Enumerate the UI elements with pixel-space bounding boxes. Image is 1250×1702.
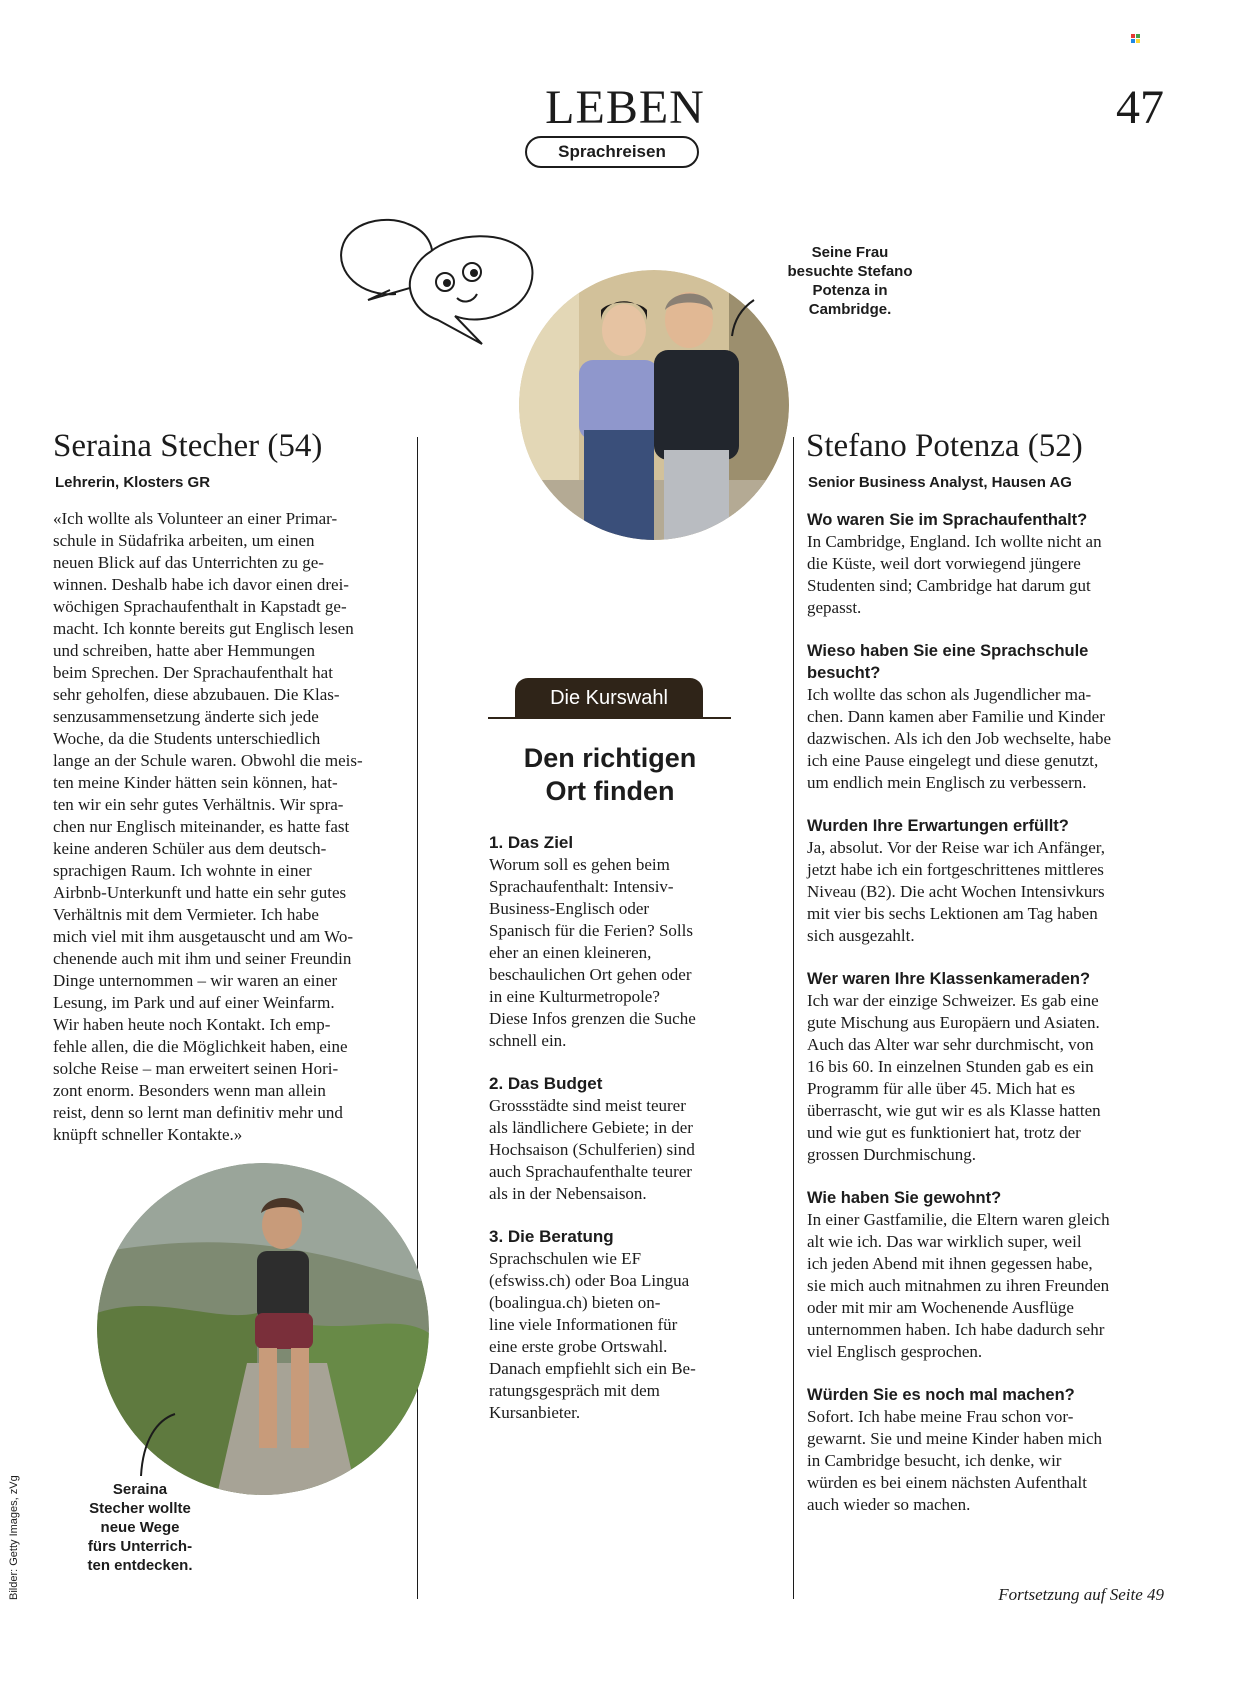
caption-line: neue Wege — [100, 1519, 180, 1536]
step-line: Sprachschulen wie EF — [489, 1249, 642, 1268]
person-name-seraina: Seraina Stecher (54) — [53, 428, 323, 464]
text-line: senzusammensetzung änderte sich jede — [53, 707, 319, 726]
text-line: schule in Südafrika arbeiten, um einen — [53, 531, 315, 550]
qa-answer-line: sie mich auch mitnahmen zu ihren Freunden — [807, 1276, 1110, 1295]
caption-pointer-line-icon — [135, 1410, 185, 1480]
text-line: lange an der Schule waren. Obwohl die meis- — [53, 751, 363, 770]
caption-stefano — [770, 243, 930, 319]
text-line: wöchigen Sprachaufenthalt in Kapstadt ge- — [53, 597, 347, 616]
step-heading: 2. Das Budget — [489, 1074, 603, 1093]
step-line: eine erste grobe Ortswahl. — [489, 1337, 668, 1356]
step-line: Spanisch für die Ferien? Solls — [489, 921, 693, 940]
qa-answer-line: In einer Gastfamilie, die Eltern waren gleich — [807, 1210, 1110, 1229]
caption-seraina — [65, 1480, 215, 1575]
text-line: ten wir ein sehr gutes Verhältnis. Wir spra- — [53, 795, 344, 814]
qa-answer-line: gepasst. — [807, 598, 862, 617]
kurswahl-step-beratung — [489, 1226, 734, 1424]
step-line: Diese Infos grenzen die Suche — [489, 1009, 696, 1028]
qa-answer-line: in Cambridge besucht, ich denke, wir — [807, 1451, 1062, 1470]
caption-line: Cambridge. — [808, 301, 892, 318]
text-line: solche Reise – man erweitert seinen Hori- — [53, 1059, 339, 1078]
step-line: (boalingua.ch) bieten on- — [489, 1293, 661, 1312]
text-line: sprachigen Raum. Ich wohnte in einer — [53, 861, 312, 880]
qa-block — [807, 640, 1192, 794]
title-line: Ort finden — [545, 776, 675, 806]
title-line: Den richtigen — [523, 743, 697, 773]
kurswahl-step-ziel — [489, 832, 734, 1052]
qa-answer-line: ich eine Pause eingelegt und diese genutzt, — [807, 751, 1099, 770]
text-line: knüpft schneller Kontakte.» — [53, 1125, 243, 1144]
person-role-stefano: Senior Business Analyst, Hausen AG — [808, 474, 1072, 491]
text-line: Wir haben heute noch Kontakt. Ich emp- — [53, 1015, 331, 1034]
step-line: auch Sprachaufenthalte teurer — [489, 1162, 692, 1181]
step-line: (efswiss.ch) oder Boa Lingua — [489, 1271, 690, 1290]
step-line: beschaulichen Ort gehen oder — [489, 965, 692, 984]
qa-answer-line: unternommen haben. Ich habe dadurch sehr — [807, 1320, 1105, 1339]
caption-line: Seine Frau — [811, 244, 889, 261]
text-line: «Ich wollte als Volunteer an einer Primar- — [53, 509, 338, 528]
qa-answer-line: alt wie ich. Das war wirklich super, weil — [807, 1232, 1082, 1251]
section-title: LEBEN — [545, 81, 705, 134]
qa-answer-line: Sofort. Ich habe meine Frau schon vor- — [807, 1407, 1074, 1426]
text-line: chen nur Englisch miteinander, es hatte fast — [53, 817, 350, 836]
caption-line: besuchte Stefano — [787, 263, 913, 280]
qa-question: Würden Sie es noch mal machen? — [807, 1386, 1075, 1404]
column-divider — [417, 437, 418, 1599]
qa-answer-line: gute Mischung aus Europäern und Asiaten. — [807, 1013, 1100, 1032]
qa-question: Wo waren Sie im Sprachaufenthalt? — [807, 511, 1088, 529]
qa-answer-line: jetzt habe ich ein fortgeschrittenes mittleres — [807, 860, 1104, 879]
step-line: Worum soll es gehen beim — [489, 855, 670, 874]
qa-answer-line: grossen Durchmischung. — [807, 1145, 977, 1164]
step-line: Kursanbieter. — [489, 1403, 581, 1422]
person-name-stefano: Stefano Potenza (52) — [806, 428, 1083, 464]
qa-block — [807, 815, 1192, 947]
qa-answer-line: Ich wollte das schon als Jugendlicher ma- — [807, 685, 1092, 704]
qa-block — [807, 968, 1192, 1166]
text-line: neuen Blick auf das Unterrichten zu ge- — [53, 553, 324, 572]
speech-bubbles-doodle-icon — [330, 212, 535, 352]
page-number: 47 — [1116, 81, 1164, 134]
person-role-seraina: Lehrerin, Klosters GR — [55, 474, 211, 491]
qa-answer-line: gewarnt. Sie und meine Kinder haben mich — [807, 1429, 1103, 1448]
subsection-pill: Sprachreisen — [525, 136, 699, 168]
step-line: ratungsgespräch mit dem — [489, 1381, 660, 1400]
qa-answer-line: würden es bei einem nächsten Aufenthalt — [807, 1473, 1087, 1492]
column-divider — [793, 437, 794, 1599]
text-line: beim Sprechen. Der Sprachaufenthalt hat — [53, 663, 333, 682]
text-line: sehr geholfen, diese abzubauen. Die Klas- — [53, 685, 340, 704]
caption-line: Stecher wollte — [89, 1500, 191, 1517]
text-line: macht. Ich konnte bereits gut Englisch lesen — [53, 619, 354, 638]
text-line: chenende auch mit ihm und seiner Freundin — [53, 949, 352, 968]
qa-answer-line: auch wieder so machen. — [807, 1495, 971, 1514]
qa-question: Wie haben Sie gewohnt? — [807, 1189, 1002, 1207]
text-line: reist, denn so lernt man definitiv mehr und — [53, 1103, 343, 1122]
step-line: Grossstädte sind meist teurer — [489, 1096, 686, 1115]
qa-block — [807, 509, 1192, 619]
qa-question: besucht? — [807, 664, 881, 682]
step-line: Sprachaufenthalt: Intensiv- — [489, 877, 674, 896]
step-line: als in der Nebensaison. — [489, 1184, 647, 1203]
step-line: in eine Kulturmetropole? — [489, 987, 660, 1006]
step-line: line viele Informationen für — [489, 1315, 678, 1334]
text-line: winnen. Deshalb habe ich davor einen drei- — [53, 575, 349, 594]
text-line: Lesung, im Park und auf einer Weinfarm. — [53, 993, 335, 1012]
step-line: Danach empfiehlt sich ein Be- — [489, 1359, 696, 1378]
step-line: Business-Englisch oder — [489, 899, 650, 918]
qa-answer-line: die Küste, weil dort vorwiegend jüngere — [807, 554, 1081, 573]
qa-answer-line: Ja, absolut. Vor der Reise war ich Anfänger, — [807, 838, 1106, 857]
qa-answer-line: Studenten sind; Cambridge hat darum gut — [807, 576, 1091, 595]
text-line: ten meine Kinder hätten sein können, hat- — [53, 773, 338, 792]
qa-answer-line: In Cambridge, England. Ich wollte nicht an — [807, 532, 1102, 551]
stefano-interview — [807, 509, 1192, 1537]
qa-answer-line: Auch das Alter war sehr durchmischt, von — [807, 1035, 1094, 1054]
caption-line: Potenza in — [812, 282, 888, 299]
qa-answer-line: mit vier bis sechs Lektionen am Tag haben — [807, 904, 1098, 923]
qa-answer-line: Ich war der einzige Schweizer. Es gab eine — [807, 991, 1099, 1010]
text-line: Woche, da die Students unterschiedlich — [53, 729, 321, 748]
text-line: Airbnb-Unterkunft und hatte ein sehr gutes — [53, 883, 347, 902]
qa-answer-line: sich ausgezahlt. — [807, 926, 915, 945]
seraina-statement — [53, 508, 413, 1146]
qa-question: Wieso haben Sie eine Sprachschule — [807, 642, 1089, 660]
caption-line: fürs Unterrich- — [87, 1538, 193, 1555]
step-line: eher an einen kleineren, — [489, 943, 652, 962]
step-line: schnell ein. — [489, 1031, 567, 1050]
qa-block — [807, 1187, 1192, 1363]
caption-line: Seraina — [112, 1481, 168, 1498]
text-line: und schreiben, hatte aber Hemmungen — [53, 641, 315, 660]
kurswahl-rule — [488, 717, 731, 719]
text-line: Verhältnis mit dem Vermieter. Ich habe — [53, 905, 319, 924]
qa-answer-line: und wie gut es funktioniert hat, trotz der — [807, 1123, 1081, 1142]
qa-answer-line: um endlich mein Englisch zu verbessern. — [807, 773, 1087, 792]
caption-pointer-line-icon — [728, 298, 758, 338]
kurswahl-title — [480, 742, 740, 808]
continued-link[interactable]: Fortsetzung auf Seite 49 — [998, 1585, 1164, 1604]
text-line: zont enorm. Besonders wenn man allein — [53, 1081, 326, 1100]
photo-credits: Bilder: Getty Images, zVg — [8, 1475, 20, 1600]
qa-answer-line: Niveau (B2). Die acht Wochen Intensivkurs — [807, 882, 1105, 901]
qa-answer-line: oder mit mir am Wochenende Ausflüge — [807, 1298, 1074, 1317]
qa-answer-line: dazwischen. Als ich den Job wechselte, habe — [807, 729, 1112, 748]
qa-block — [807, 1384, 1192, 1516]
qa-answer-line: ich jeden Abend mit ihnen gegessen habe, — [807, 1254, 1093, 1273]
text-line: Dinge unternommen – wir waren an einer — [53, 971, 338, 990]
text-line: keine anderen Schüler aus dem deutsch- — [53, 839, 327, 858]
kurswahl-step-budget — [489, 1073, 734, 1205]
caption-line: ten entdecken. — [87, 1557, 193, 1574]
step-line: Hochsaison (Schulferien) sind — [489, 1140, 695, 1159]
qa-answer-line: 16 bis 60. In einzelnen Stunden gab es ein — [807, 1057, 1094, 1076]
qa-answer-line: überrascht, wie gut wir es als Klasse hatten — [807, 1101, 1101, 1120]
kurswahl-tab: Die Kurswahl — [515, 678, 703, 718]
qa-answer-line: Programm für alle über 45. Mich hat es — [807, 1079, 1076, 1098]
step-line: als ländlichere Gebiete; in der — [489, 1118, 693, 1137]
qa-answer-line: chen. Dann kamen aber Familie und Kinder — [807, 707, 1105, 726]
step-heading: 1. Das Ziel — [489, 833, 574, 852]
qa-question: Wer waren Ihre Klassenkameraden? — [807, 970, 1091, 988]
text-line: mich viel mit ihm ausgetauscht und am Wo- — [53, 927, 354, 946]
text-line: fehle allen, die die Möglichkeit haben, eine — [53, 1037, 348, 1056]
step-heading: 3. Die Beratung — [489, 1227, 614, 1246]
qa-answer-line: viel Englisch gesprochen. — [807, 1342, 983, 1361]
qa-question: Wurden Ihre Erwartungen erfüllt? — [807, 817, 1069, 835]
color-registration-mark-icon — [1131, 34, 1140, 43]
